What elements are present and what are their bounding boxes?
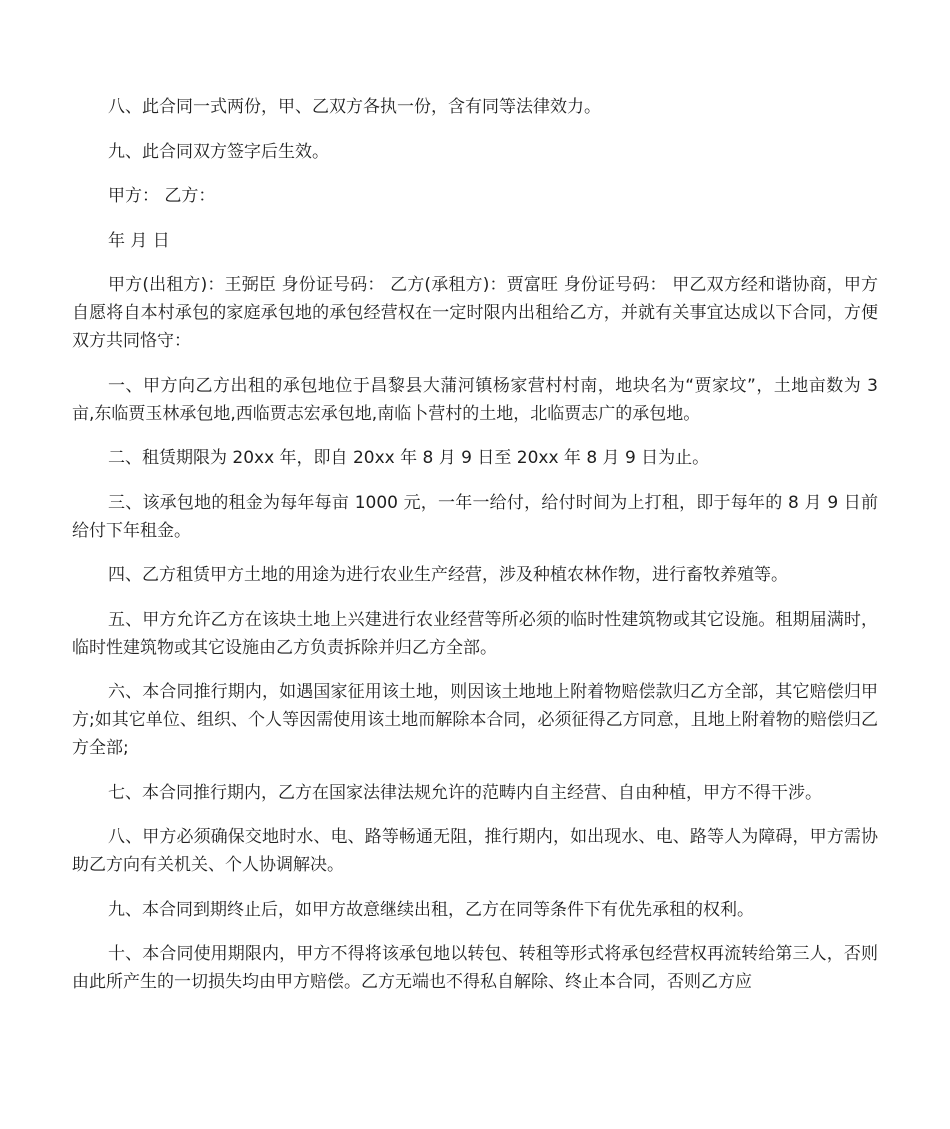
document-body (72, 93, 878, 1013)
paragraph-article-4: 四、乙方租赁甲方土地的用途为进行农业生产经营，涉及种植农林作物，进行畜牧养殖等。 (108, 565, 788, 585)
paragraph-clause-9-effective: 九、此合同双方签字后生效。 (108, 141, 329, 162)
paragraph-article-2: 二、租赁期限为 20xx 年，即自 20xx 年 8 月 9 日至 20xx 年 8 月 9 日为止。 (108, 448, 710, 468)
paragraph-article-9: 九、本合同到期终止后，如甲方故意继续出租，乙方在同等条件下有优先承租的权利。 (108, 899, 754, 920)
paragraph-article-10: 十、本合同使用期限内，甲方不得将该承包地以转包、转租等形式将承包经营权再流转给第三人，否则由此所产生的一切损失均由甲方赔偿。乙方无端也不得私自解除、终止本合同，否则乙方应 (72, 944, 878, 992)
paragraph-preamble: 甲方(出租方)：王弼臣 身份证号码： 乙方(承租方)：贾富旺 身份证号码： 甲乙双方经和谐协商，甲方自愿将自本村承包的家庭承包地的承包经营权在一定时限内出租给乙方，并就有关事宜达成以下合同，方便双方共同恪守： (72, 275, 878, 351)
paragraph-article-7: 七、本合同推行期内，乙方在国家法律法规允许的范畴内自主经营、自由种植，甲方不得干涉。 (108, 782, 822, 803)
paragraph-date-line: 年 月 日 (108, 230, 170, 251)
paragraph-clause-8-copies: 八、此合同一式两份，甲、乙双方各执一份，含有同等法律效力。 (108, 97, 601, 117)
paragraph-article-5: 五、甲方允许乙方在该块土地上兴建进行农业经营等所必须的临时性建筑物或其它设施。租期届满时，临时性建筑物或其它设施由乙方负责拆除并归乙方全部。 (72, 609, 878, 658)
paragraph-signature-parties: 甲方： 乙方： (108, 186, 216, 206)
paragraph-article-6: 六、本合同推行期内，如遇国家征用该土地，则因该土地地上附着物赔偿款归乙方全部，其它赔偿归甲方;如其它单位、组织、个人等因需使用该土地而解除本合同，必须征得乙方同意，且地上附着物的赔偿归乙方全部; (72, 682, 878, 758)
paragraph-article-8: 八、甲方必须确保交地时水、电、路等畅通无阻，推行期内，如出现水、电、路等人为障碍，甲方需协助乙方向有关机关、个人协调解决。 (72, 827, 878, 875)
paragraph-article-3: 三、该承包地的租金为每年每亩 1000 元，一年一给付，给付时间为上打租，即于每年的 8 月 9 日前给付下年租金。 (72, 492, 878, 541)
paragraph-article-1: 一、甲方向乙方出租的承包地位于昌黎县大蒲河镇杨家营村村南，地块名为“贾家坟”，土地亩数为 3 亩,东临贾玉林承包地,西临贾志宏承包地,南临卜营村的土地，北临贾志广的承包地。 (72, 375, 878, 424)
